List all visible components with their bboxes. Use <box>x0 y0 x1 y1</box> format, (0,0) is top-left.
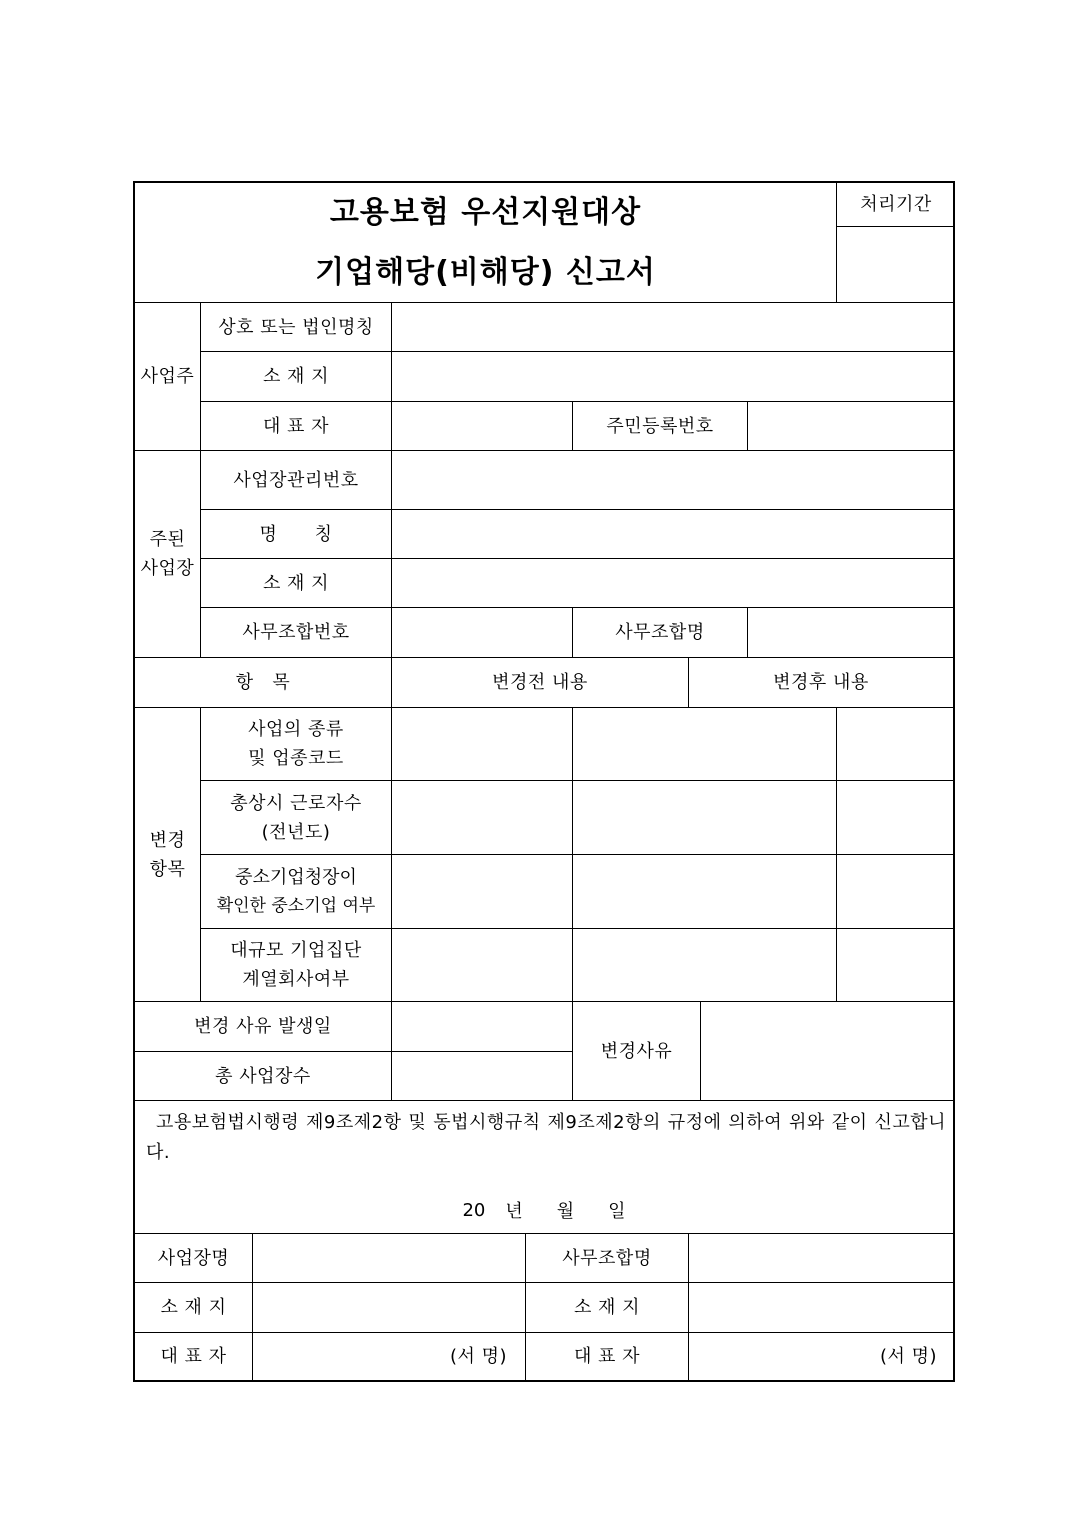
business-name-field[interactable] <box>392 303 953 351</box>
main-workplace-label-line-2: 사업장 <box>140 558 195 579</box>
management-number-field[interactable] <box>392 451 953 509</box>
change-item-label-line-2: 및 업종코드 <box>248 748 344 769</box>
main-workplace-label-line-1: 주된 <box>149 529 186 550</box>
change-items-label-line-2: 항목 <box>149 858 186 880</box>
change-date-field[interactable] <box>392 1002 572 1051</box>
extra-field[interactable] <box>837 708 953 780</box>
change-item-label-line-1: 중소기업청장이 <box>235 866 357 888</box>
office-signature-field[interactable] <box>689 1333 937 1380</box>
workplace-signature-field[interactable] <box>253 1333 507 1380</box>
before-field[interactable] <box>392 781 572 854</box>
processing-period-label: 처리기간 <box>860 194 932 215</box>
resident-number-label: 주민등록번호 <box>606 415 714 437</box>
after-field[interactable] <box>573 781 836 854</box>
office-representative-sign-label: 대 표 자 <box>573 1346 641 1367</box>
office-name-sign-field[interactable] <box>689 1234 953 1282</box>
date-year-prefix: 20 <box>462 1199 486 1221</box>
workplace-representative-sign-label: 대 표 자 <box>160 1346 227 1367</box>
office-name-sign-label: 사무조합명 <box>562 1247 652 1269</box>
after-field[interactable] <box>573 855 836 928</box>
change-reason-label: 변경사유 <box>600 1040 673 1062</box>
extra-field[interactable] <box>837 855 953 928</box>
change-item-label <box>201 781 391 854</box>
workplace-address-sign-label: 소 재 지 <box>160 1297 227 1318</box>
change-items-section-label <box>135 708 200 1001</box>
workplace-name-sign-field[interactable] <box>253 1234 525 1282</box>
change-item-label-line-1: 대규모 기업집단 <box>230 940 362 961</box>
office-address-sign-label: 소 재 지 <box>573 1297 641 1318</box>
workplace-address-label: 소 재 지 <box>262 572 330 594</box>
change-item-label-line-2: (전년도) <box>261 821 331 843</box>
office-name-label: 사무조합명 <box>615 622 705 643</box>
rule <box>133 1100 955 1101</box>
date-month-label: 월 <box>556 1201 575 1222</box>
form-title-line-1: 고용보험 우선지원대상 <box>329 194 642 230</box>
business-name-label: 상호 또는 법인명칭 <box>218 316 374 338</box>
employer-representative-label: 대 표 자 <box>262 415 330 437</box>
change-item-label <box>201 708 391 780</box>
employer-section-label: 사업주 <box>140 366 195 387</box>
change-date-label: 변경 사유 발생일 <box>194 1016 332 1037</box>
employer-address-field[interactable] <box>392 352 953 401</box>
change-item-label-line-1: 사업의 종류 <box>248 719 344 740</box>
declaration-statement: 고용보험법시행령 제9조제2항 및 동법시행규칙 제9조제2항의 규정에 의하여 위와 같이 신고합니다. <box>146 1112 946 1163</box>
management-number-label: 사업장관리번호 <box>233 469 359 491</box>
date-line <box>133 1195 955 1225</box>
resident-number-field[interactable] <box>748 402 953 450</box>
workplace-address-field[interactable] <box>392 559 953 607</box>
item-header: 항 목 <box>235 672 291 693</box>
change-reason-field[interactable] <box>701 1002 953 1100</box>
employer-address-label: 소 재 지 <box>262 366 330 387</box>
after-header: 변경후 내용 <box>773 672 869 693</box>
form-title-line-2: 기업해당(비해당) 신고서 <box>315 254 656 290</box>
change-item-label <box>201 855 391 928</box>
change-item-label-line-2: 확인한 중소기업 여부 <box>216 895 376 916</box>
office-signature-mark: (서 명) <box>879 1346 937 1367</box>
office-number-field[interactable] <box>392 608 572 657</box>
change-item-label-line-1: 총상시 근로자수 <box>230 792 362 814</box>
change-item-label-line-2: 계열회사여부 <box>242 969 350 990</box>
workplace-count-field[interactable] <box>392 1052 572 1100</box>
workplace-count-label: 총 사업장수 <box>215 1065 311 1087</box>
form-title <box>135 183 836 302</box>
extra-field[interactable] <box>837 781 953 854</box>
before-header: 변경전 내용 <box>492 672 588 693</box>
office-address-sign-field[interactable] <box>689 1283 953 1332</box>
before-field[interactable] <box>392 855 572 928</box>
after-field[interactable] <box>573 929 836 1001</box>
change-items-label-line-1: 변경 <box>149 829 186 851</box>
before-field[interactable] <box>392 929 572 1001</box>
extra-field[interactable] <box>837 929 953 1001</box>
workplace-address-sign-field[interactable] <box>253 1283 525 1332</box>
date-day-label: 일 <box>608 1201 626 1222</box>
main-workplace-section-label <box>135 451 200 657</box>
office-name-field[interactable] <box>748 608 953 657</box>
workplace-signature-mark: (서 명) <box>449 1346 507 1367</box>
after-field[interactable] <box>573 708 836 780</box>
office-number-label: 사무조합번호 <box>242 622 350 643</box>
workplace-name-label: 명 칭 <box>259 523 333 545</box>
before-field[interactable] <box>392 708 572 780</box>
employer-representative-field[interactable] <box>392 402 572 450</box>
date-year-label: 년 <box>505 1201 523 1222</box>
workplace-name-field[interactable] <box>392 510 953 558</box>
processing-period-field[interactable] <box>837 227 955 302</box>
change-item-label <box>201 929 391 1001</box>
workplace-name-sign-label: 사업장명 <box>157 1247 230 1269</box>
